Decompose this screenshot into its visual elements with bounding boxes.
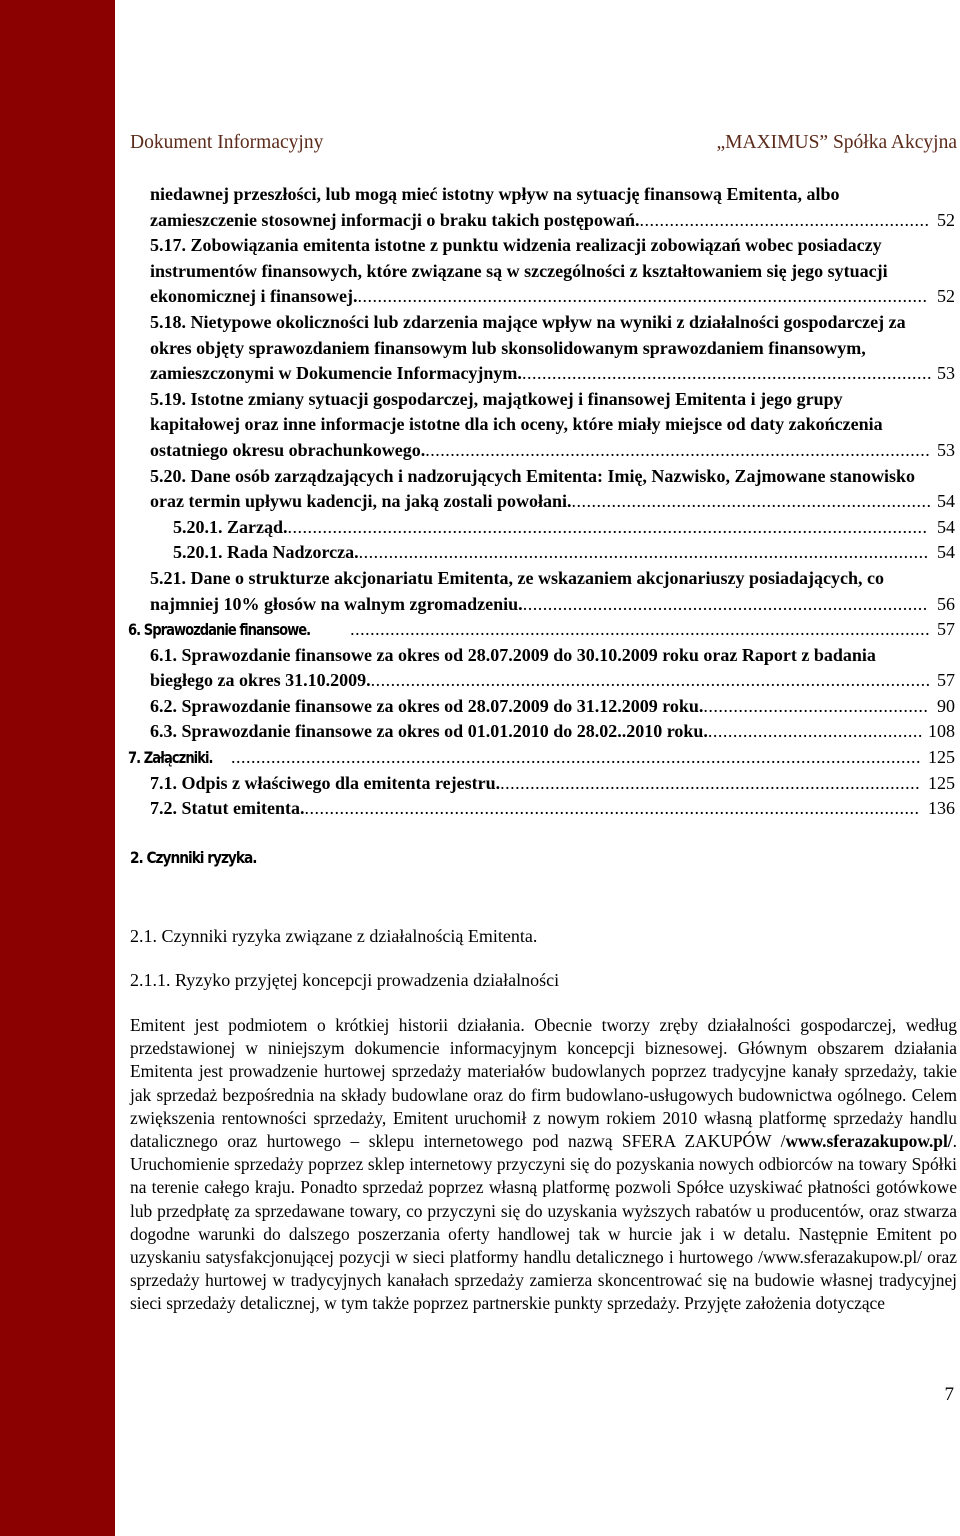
subsection-heading: 2.1. Czynniki ryzyka związane z działalnością Emitenta. <box>130 926 538 946</box>
toc-entry-5-19[interactable] <box>150 387 955 464</box>
toc-page-number: 53 <box>937 363 955 384</box>
toc-entry-6-3[interactable] <box>150 719 955 745</box>
toc-leader-dots: ................................................................................................................ <box>370 670 931 691</box>
toc-entry-text: 5.20.1. Rada Nadzorcza. <box>173 542 359 563</box>
body-text-part: . Uruchomienie sprzedaży poprzez sklep internetowy przyczyni się do pozyskania nowych odbiorców na towary Spółki na terenie całego kraju. Ponadto sprzedaż poprzez własną platformę pozwoli Spółce uzyskiwać płatności gotówkowe lub przedpłatę za sprzedawane towary, co przyczyni się do uzyskania wyższych rabatów u producentów, oraz stwarza dogodne warunki do dalszego poszerzania oferty handlowej tak w hurcie jak i w detalu. Następnie Emitent po uzyskaniu satysfakcjonującej pozycji w sieci platformy handlu detalicznego i hurtowego /www.sferazakupow.pl/ oraz sprzedaży hurtowej w tradycyjnych kanałach sprzedaży zamierza skoncentrować się na budowie własnej tradycyjnej sieci sprzedaży detalicznej, w tym także poprzez partnerskie punkty sprzedaży. Przyjęte założenia dotyczące <box>130 1131 957 1314</box>
table-of-contents <box>128 182 955 822</box>
toc-leader-dots: ........................................................................................................................... <box>304 798 920 819</box>
body-text-part: Emitent jest podmiotem o krótkiej historii działania. Obecnie tworzy zręby działalności gospodarczej, według przedstawionej w niniejszym dokumencie informacyjnym koncepcji biznesowej. Głównym obszarem działania Emitenta jest prowadzenie hurtowej sprzedaży materiałów budowlanych poprzez tradycyjne kanały sprzedaży, takie jak sprzedaż bezpośrednia na składy budowlane oraz do firm budowlano-usługowych budownictwa ogólnego. Celem zwiększenia rentowności sprzedaży, Emitent uruchomił z nowym rokiem 2010 własną platformę sprzedaży handlu datalicznego oraz hurtowego – sklepu internetowego pod nazwą SFERA ZAKUPÓW / <box>130 1015 957 1152</box>
toc-entry-5-20-1a[interactable] <box>150 515 955 541</box>
toc-entry-text: 6.2. Sprawozdanie finansowe za okres od 28.07.2009 do 31.12.2009 roku. <box>150 695 704 716</box>
toc-entry-6-1[interactable] <box>150 643 955 694</box>
toc-entry-text: 5.17. Zobowiązania emitenta istotne z punktu widzenia realizacji zobowiązań wobec posiadaczy instrumentów finansowych, które związane są w szczególności z kształtowaniem się jego sytuacji ekonomicznej i finansowej. <box>150 235 888 307</box>
toc-leader-dots: ........................................................................ <box>571 491 932 512</box>
toc-entry-5-20-1b[interactable] <box>150 540 955 566</box>
toc-entry-text: 5.20.1. Zarząd. <box>173 516 288 537</box>
toc-page-number: 54 <box>937 542 955 563</box>
toc-entry-5-18[interactable] <box>150 310 955 387</box>
toc-entry-7-1[interactable] <box>150 771 955 797</box>
toc-page-number: 90 <box>937 695 955 716</box>
toc-leader-dots: .................................................................................................................... <box>350 619 931 640</box>
body-paragraph <box>130 1014 957 1316</box>
page-header <box>130 131 957 155</box>
toc-page-number: 108 <box>928 721 955 742</box>
toc-entry-text: 5.19. Istotne zmiany sytuacji gospodarczej, majątkowej i finansowej Emitenta i jego grupy kapitałowej oraz inne informacje istotne dla ich oceny, które miały miejsce od daty zakończenia ostatniego okresu obrachunkowego. <box>150 388 883 460</box>
toc-entry-text: 6. Sprawozdanie finansowe. <box>128 620 311 640</box>
toc-leader-dots: .......................................................... <box>639 209 930 230</box>
header-document-title: Dokument Informacyjny <box>130 132 324 153</box>
toc-entry-text: 6.1. Sprawozdanie finansowe za okres od 28.07.2009 do 30.10.2009 roku oraz Raport z badania biegłego za okres 31.10.2009. <box>150 644 876 691</box>
toc-entry-cont[interactable] <box>150 182 955 233</box>
toc-entry-5-17[interactable] <box>150 233 955 310</box>
body-url[interactable]: www.sferazakupow.pl/ <box>785 1131 953 1152</box>
toc-entry-6-2[interactable] <box>150 694 955 720</box>
toc-entry-5-20[interactable] <box>150 464 955 515</box>
toc-entry-text: niedawnej przeszłości, lub mogą mieć istotny wpływ na sytuację finansową Emitenta, albo zamieszczenie stosownej informacji o braku takich postępowań. <box>150 184 840 230</box>
toc-page-number: 125 <box>928 747 955 768</box>
toc-entry-7-2[interactable] <box>150 796 955 822</box>
toc-leader-dots: ..................................................................................................... <box>425 439 931 460</box>
toc-page-number: 125 <box>928 772 955 793</box>
toc-entry-text: 6.3. Sprawozdanie finansowe za okres od 01.01.2010 do 28.02..2010 roku. <box>150 721 708 742</box>
toc-page-number: 52 <box>937 209 955 230</box>
toc-entry-text: 5.18. Nietypowe okoliczności lub zdarzenia mające wpływ na wyniki z działalności gospodarczej za okres objęty sprawozdaniem finansowym lub skonsolidowanym sprawozdaniem finansowym, zamieszczonymi w Dokumencie Informacyjnym. <box>150 311 906 384</box>
toc-leader-dots: .................................................................................... <box>500 772 921 793</box>
toc-leader-dots: ................................................................................. <box>522 593 928 614</box>
toc-leader-dots: ........................................... <box>707 721 923 742</box>
toc-leader-dots: .................................................................................................................. <box>357 286 928 307</box>
toc-leader-dots: .................................................................................................................. <box>358 542 929 563</box>
toc-page-number: 53 <box>937 439 955 460</box>
toc-entry-text: 7.2. Statut emitenta. <box>150 798 305 819</box>
toc-entry-5-21[interactable] <box>150 566 955 617</box>
subsubsection-heading: 2.1.1. Ryzyko przyjętej koncepcji prowadzenia działalności <box>130 970 560 990</box>
toc-entry-text: 5.21. Dane o strukturze akcjonariatu Emitenta, ze wskazaniem akcjonariuszy posiadających, co najmniej 10% głosów na walnym zgromadzeniu. <box>150 567 884 614</box>
header-company-name: „MAXIMUS” Spółka Akcyjna <box>716 132 957 153</box>
toc-leader-dots: .................................................................................. <box>521 363 932 384</box>
section-heading: 2. Czynniki ryzyka. <box>130 848 257 867</box>
toc-page-number: 136 <box>928 798 955 819</box>
toc-leader-dots: ................................................................................................................................ <box>287 516 928 537</box>
toc-leader-dots: .......................................................................................................................................... <box>231 747 921 768</box>
toc-page-number: 56 <box>937 593 955 614</box>
toc-page-number: 54 <box>937 516 955 537</box>
toc-page-number: 54 <box>937 491 955 512</box>
toc-page-number: 52 <box>937 286 955 307</box>
toc-page-number: 57 <box>937 619 955 640</box>
decorative-side-bar <box>0 0 115 1536</box>
toc-entry-6[interactable] <box>128 617 955 643</box>
toc-page-number: 57 <box>937 670 955 691</box>
toc-entry-text: 7.1. Odpis z właściwego dla emitenta rejestru. <box>150 772 501 793</box>
toc-entry-text: 7. Załączniki. <box>128 748 213 768</box>
page-number: 7 <box>944 1384 954 1405</box>
toc-entry-7[interactable] <box>128 745 955 771</box>
toc-entry-text: 5.20. Dane osób zarządzających i nadzorujących Emitenta: Imię, Nazwisko, Zajmowane stanowisko oraz termin upływu kadencji, na jaką zostali powołani. <box>150 465 915 512</box>
toc-leader-dots: ............................................. <box>703 695 929 716</box>
